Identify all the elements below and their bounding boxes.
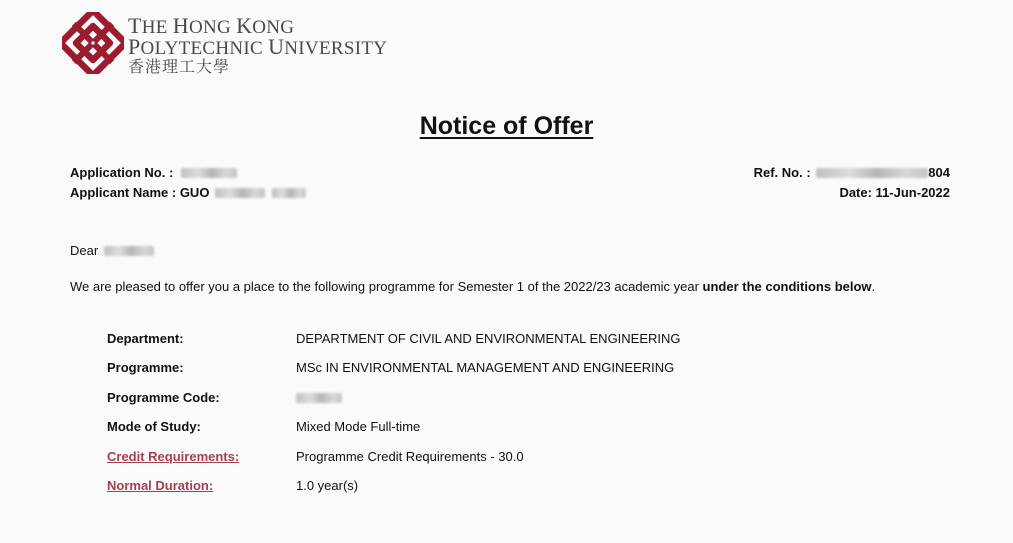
applicant-name-line <box>70 185 306 205</box>
reference-number-suffix: 804 <box>928 165 950 180</box>
department-label: Department: <box>107 331 184 346</box>
credit-requirements-link[interactable]: Credit Requirements: <box>107 448 240 464</box>
mode-of-study-value: Mixed Mode Full-time <box>296 419 421 435</box>
programme-label: Programme: <box>107 360 184 376</box>
offer-intro-paragraph: We are pleased to offer you a place to the following programme for Semester 1 of the 2022/23 academic year under the conditions below. <box>70 279 876 294</box>
application-number-label: Application No. : <box>70 165 174 180</box>
normal-duration-value: 1.0 year(s) <box>296 477 359 493</box>
page-title: Notice of Offer <box>419 112 594 140</box>
logo-university-name-line1: THE HONG KONG <box>128 13 295 38</box>
department-value: DEPARTMENT OF CIVIL AND ENVIRONMENTAL ENGINEERING <box>296 331 681 346</box>
reference-number-label: Ref. No. : <box>753 165 811 180</box>
logo-chinese-name: 香港理工大學 <box>128 59 231 76</box>
applicant-info <box>70 165 306 205</box>
reference-info <box>754 165 950 205</box>
programme-value: MSc IN ENVIRONMENTAL MANAGEMENT AND ENGINEERING <box>296 360 675 376</box>
applicant-name-label: Applicant Name : <box>70 185 177 200</box>
reference-number-line <box>754 165 950 185</box>
application-number-line <box>70 165 306 185</box>
redacted-given-name <box>215 188 265 198</box>
offer-conditions-emphasis: under the conditions below <box>702 279 872 294</box>
normal-duration-link[interactable]: Normal Duration: <box>107 477 214 493</box>
programme-code-label: Programme Code: <box>107 389 220 405</box>
redacted-application-number <box>181 168 237 178</box>
redacted-programme-code-wrap <box>296 389 342 407</box>
credit-requirements-value: Programme Credit Requirements - 30.0 <box>296 448 524 464</box>
offer-date: Date: 11-Jun-2022 <box>839 185 950 200</box>
redacted-addressee-name <box>104 246 154 256</box>
salutation: Dear <box>70 243 154 258</box>
logo-university-name-line2: POLYTECHNIC UNIVERSITY <box>128 34 388 59</box>
redacted-programme-code <box>296 393 342 403</box>
redacted-reference-number <box>816 168 928 178</box>
applicant-surname: GUO <box>179 185 210 200</box>
polyu-emblem-icon <box>62 12 124 74</box>
mode-of-study-label: Mode of Study: <box>107 419 201 435</box>
redacted-chinese-name <box>272 188 306 198</box>
polyu-logo <box>62 12 388 78</box>
